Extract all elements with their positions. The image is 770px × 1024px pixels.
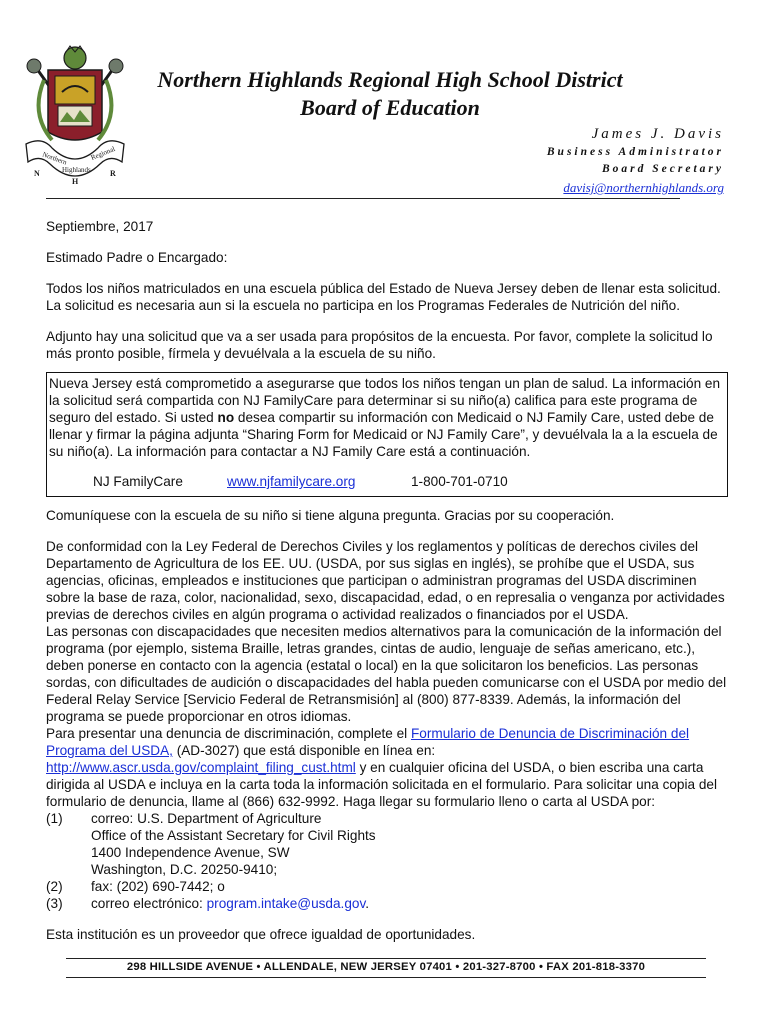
complaint-form-link[interactable]: Formulario de Denuncia de Discriminación del Programa del USDA, — [46, 726, 690, 758]
crest-motto-right: Regional — [89, 144, 117, 162]
secretary-role: Board Secretary — [602, 163, 724, 175]
familycare-website-link[interactable]: www.njfamilycare.org — [227, 474, 356, 489]
administrator-name: James J. Davis — [591, 126, 724, 142]
paragraph-disabilities: Las personas con discapacidades que necesiten medios alternativos para la comunicación de la información del programa (por ejemplo, sistema Braille, letras grandes, cintas de audio, lenguaje de señas americano, etc.), deben ponerse en contacto con la agencia (estatal o local) en la que solicitaron los beneficios. Las personas sordas, con dificultades de audición o discapacidades del habla pueden comunicarse con el USDA por medio del Federal Relay Service [Servicio Federal de Retransmisión] al (800) 877-8339. Además, la información del programa se puede proporcionar en otros idiomas. — [46, 624, 727, 724]
complaint-url-link[interactable]: http://www.ascr.usda.gov/complaint_filing_cust.html — [46, 760, 356, 775]
crest-motto-bottom: Highlands — [62, 166, 91, 174]
list-item: (2) fax: (202) 690-7442; o — [46, 879, 225, 894]
header-divider — [46, 198, 680, 199]
crest-letter-r: R — [110, 169, 116, 178]
footer-address: 298 HILLSIDE AVENUE • ALLENDALE, NEW JERSEY 07401 • 201-327-8700 • FAX 201-818-3370 — [126, 961, 646, 973]
crest-letter-n: N — [34, 169, 40, 178]
usda-address-line: Office of the Assistant Secretary for Civil Rights — [91, 828, 376, 843]
letterhead-title — [130, 66, 650, 122]
letter-body — [46, 218, 728, 943]
equal-opportunity-statement: Esta institución es un proveedor que ofrece igualdad de oportunidades. — [46, 927, 476, 942]
usda-address-line: 1400 Independence Avenue, SW — [91, 845, 290, 860]
footer-top-rule — [66, 958, 706, 959]
crest-letter-h: H — [72, 177, 79, 186]
crest-motto-left: Northern — [41, 150, 68, 167]
paragraph-complaint: Para presentar una denuncia de discriminación, complete el Formulario de Denuncia de Discriminación del Programa del USDA, (AD-3027) que está disponible en línea en: http://www.ascr.usda.gov/complaint_filing_cust.html y en cualquier oficina del USDA, o bien escriba una carta dirigida al USDA e incluya en la carta toda la información solicitada en el formulario. Para solicitar una copia del formulario de denuncia, llame al (866) 632-9992. Haga llegar su formulario lleno o carta al USDA por: — [46, 726, 717, 809]
list-item: (1) correo: U.S. Department of Agriculture — [46, 811, 322, 826]
familycare-phone: 1-800-701-0710 — [411, 474, 508, 489]
letter-greeting: Estimado Padre o Encargado: — [46, 250, 228, 265]
paragraph-contact: Comuníquese con la escuela de su niño si tiene alguna pregunta. Gracias por su cooperación. — [46, 508, 615, 523]
board-name: Board of Education — [300, 95, 480, 120]
paragraph-survey: Adjunto hay una solicitud que va a ser usada para propósitos de la encuesta. Por favor, complete la solicitud lo más pronto posible, fírmela y devuélvala a la escuela de su niño. — [46, 329, 713, 361]
usda-email-link[interactable]: program.intake@usda.gov — [206, 896, 366, 911]
district-name: Northern Highlands Regional High School District — [157, 67, 623, 92]
paragraph-requirement: Todos los niños matriculados en una escuela pública del Estado de Nueva Jersey deben de llenar esta solicitud. La solicitud es necesaria aun si la escuela no participa en los Programas Federales de Nutrición del niño. — [46, 281, 721, 313]
list-item: (3) correo electrónico: program.intake@usda.gov. — [46, 896, 370, 911]
familycare-notice-text: Nueva Jersey está comprometido a asegurarse que todos los niños tengan un plan de salud. La información en la solicitud será compartida con NJ FamilyCare para determinar si su niño(a) califica para este programa de seguro del estado. Si usted no desea compartir su información con Medicaid o NJ Family Care, usted debe de llenar y firmar la página adjunta “Sharing Form for Medicaid or NJ Family Care”, y devuélvala la a la escuela de su niño(a). La información para contactar a NJ Family Care está a continuación. — [49, 376, 721, 459]
district-crest-logo — [22, 44, 128, 186]
paragraph-nondiscrimination: De conformidad con la Ley Federal de Derechos Civiles y los reglamentos y políticas de derechos civiles del Departamento de Agricultura de los EE. UU. (USDA, por sus siglas en inglés), se prohíbe que el USDA, sus agencias, oficinas, empleados e instituciones que participan o administran programas del USDA discriminen sobre la base de raza, color, nacionalidad, sexo, discapacidad, edad, o en represalia o venganza por actividades previas de derechos civiles en algún programa o actividad realizados o financiados por el USDA. — [46, 539, 725, 622]
administrator-block — [547, 124, 724, 196]
usda-address-line: Washington, D.C. 20250-9410; — [91, 862, 278, 877]
submission-methods-list — [46, 810, 728, 912]
letter-date: Septiembre, 2017 — [46, 219, 154, 234]
emphasis-no: no — [217, 410, 235, 425]
administrator-role: Business Administrator — [546, 146, 724, 158]
familycare-contact-row — [49, 473, 725, 490]
familycare-name: NJ FamilyCare — [93, 474, 183, 489]
footer-bottom-rule — [66, 977, 706, 978]
familycare-notice-box — [46, 372, 728, 497]
administrator-email-link[interactable]: davisj@northernhighlands.org — [563, 180, 724, 195]
